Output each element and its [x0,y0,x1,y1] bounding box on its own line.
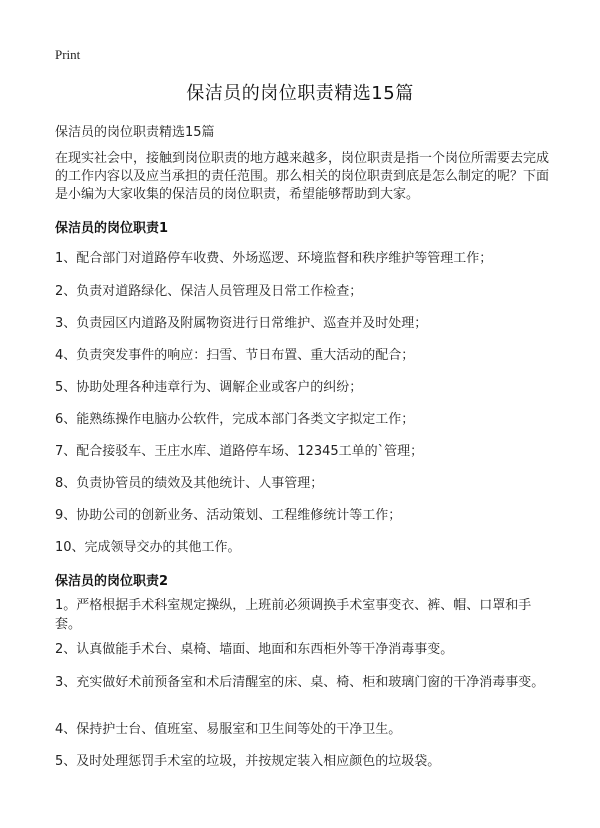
list-item: 5、及时处理惩罚手术室的垃圾，并按规定装入相应颜色的垃圾袋。 [55,754,441,769]
list-item: 2、认真做能手术台、桌椅、墙面、地面和东西柜外等干净消毒事变。 [55,642,454,657]
list-item: 8、负责协管员的绩效及其他统计、人事管理； [55,476,324,491]
list-item: 4、保持护士台、值班室、易服室和卫生间等处的干净卫生。 [55,722,402,737]
list-item: 3、充实做好术前预备室和术后清醒室的床、桌、椅、柜和玻璃门窗的干净消毒事变。 [55,675,545,690]
print-label: Print [55,47,81,62]
page-title: 保洁员的岗位职责精选15篇 [186,83,414,104]
list-item: 2、负责对道路绿化、保洁人员管理及日常工作检查； [55,284,363,299]
list-item: 10、完成领导交办的其他工作。 [55,540,241,555]
list-item: 9、协助公司的创新业务、活动策划、工程维修统计等工作； [55,508,402,523]
list-item: 6、能熟练操作电脑办公软件，完成本部门各类文字拟定工作； [55,412,415,427]
section-heading-1: 保洁员的岗位职责1 [55,221,169,236]
section-heading-2: 保洁员的岗位职责2 [55,574,169,589]
list-item: 7、配合接驳车、王庄水库、道路停车场、12345工单的`管理； [55,444,424,459]
list-item: 5、协助处理各种违章行为、调解企业或客户的纠纷； [55,380,363,395]
intro-paragraph: 在现实社会中，接触到岗位职责的地方越来越多，岗位职责是指一个岗位所需要去完成的工作内容以及应当承担的责任范围。那么相关的岗位职责到底是怎么制定的呢？下面是小编为大家收集的保洁员的岗位职责，希望能够帮助到大家。 [55,151,550,202]
subtitle: 保洁员的岗位职责精选15篇 [55,125,215,140]
list-item: 3、负责园区内道路及附属物资进行日常维护、巡查并及时处理； [55,316,428,331]
list-item: 4、负责突发事件的响应：扫雪、节日布置、重大活动的配合； [55,348,415,363]
list-item: 1、配合部门对道路停车收费、外场巡逻、环境监督和秩序维护等管理工作； [55,251,493,266]
list-item: 1。严格根据手术科室规定操纵，上班前必须调换手术室事变衣、裤、帽、口罩和手套。 [55,598,532,632]
